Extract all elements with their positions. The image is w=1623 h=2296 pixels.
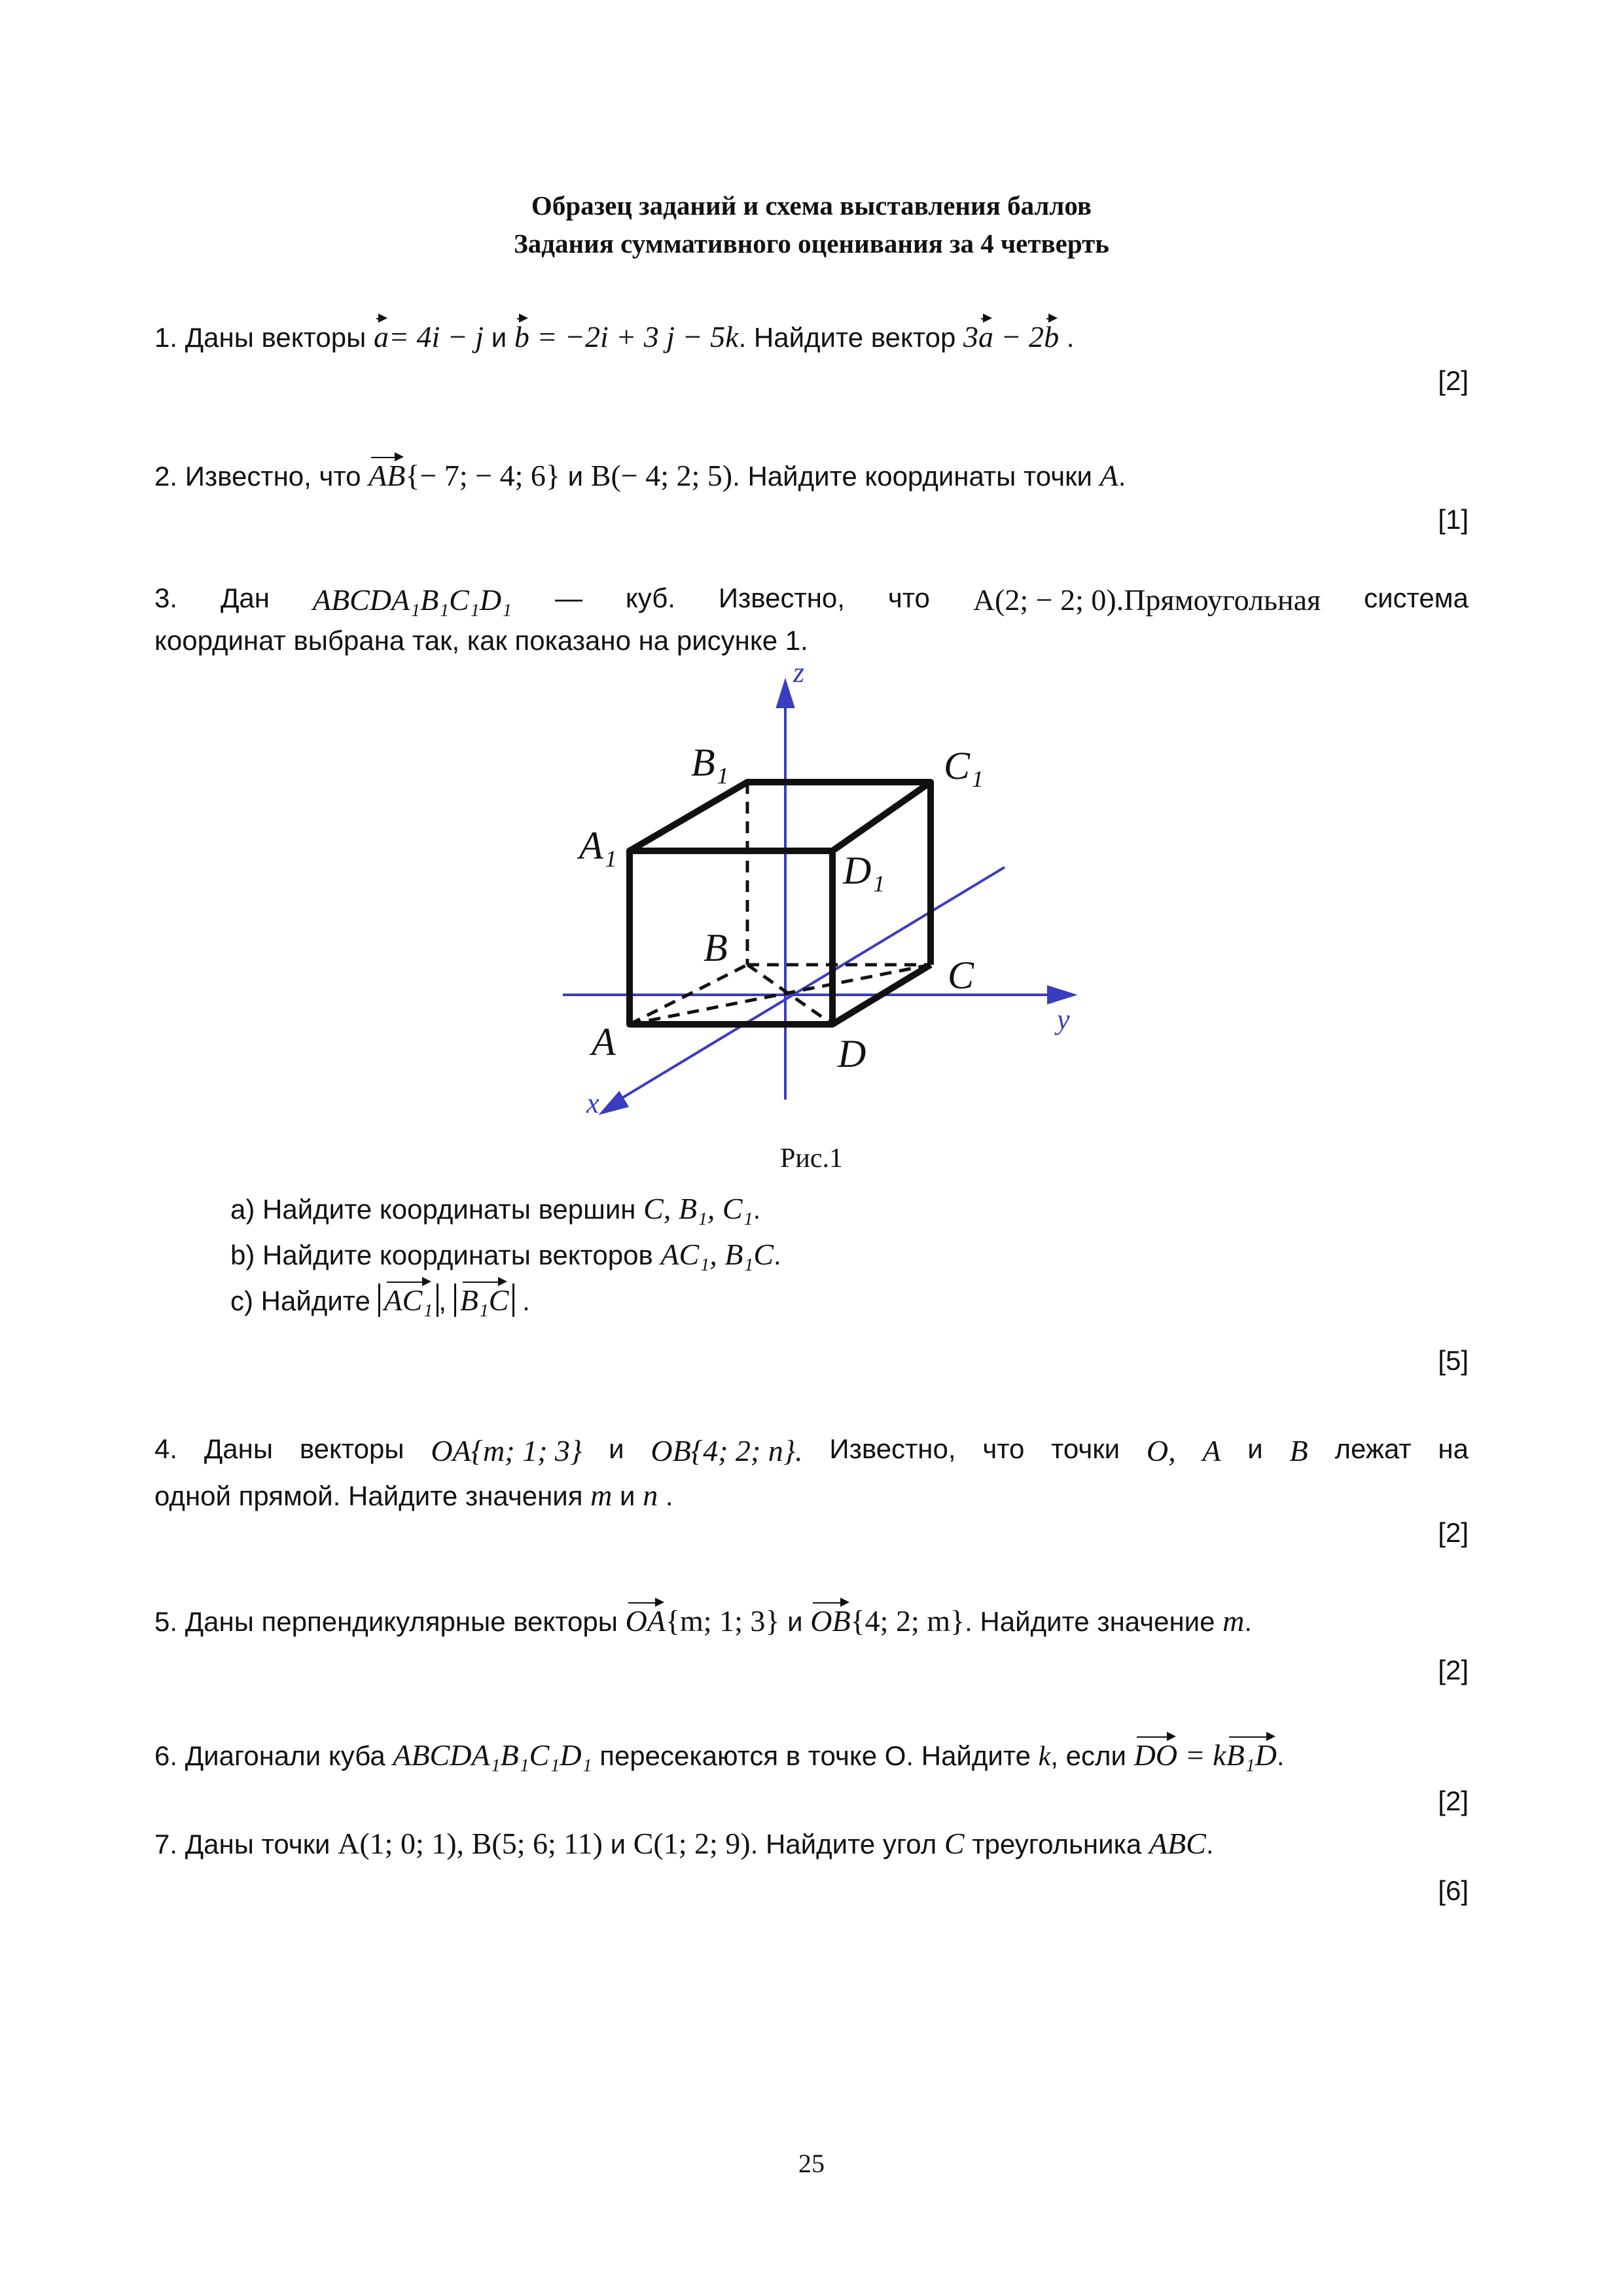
task-4-points: [2]	[1438, 1517, 1469, 1548]
point-b: B(5; 6; 11)	[471, 1827, 603, 1860]
figure-caption: Рис.1	[780, 1143, 843, 1174]
vector-ac1: AC₁	[383, 1283, 433, 1317]
task-6: 6. Диагонали куба ABCDA₁B₁C₁D₁ пересекаются в точке О. Найдите k, если DO = kB₁D.	[154, 1738, 1285, 1772]
task-4-line-1: 4. Даны векторы OA{m; 1; 3} и OB{4; 2; n}. Известно, что точки O, A и B лежат на	[154, 1433, 1469, 1467]
cube-top-face	[630, 782, 931, 851]
task-3-line-1: 3. Дан ABCDA₁B₁C₁D₁ — куб. Известно, что A(2; − 2; 0).Прямоугольная система	[154, 583, 1469, 617]
task-3b: b) Найдите координаты векторов AC₁, B₁C.	[230, 1238, 781, 1271]
vector-do: DO	[1133, 1738, 1178, 1772]
cube-figure	[537, 655, 1126, 1126]
label-c1: C₁	[944, 744, 984, 787]
label-b1: B₁	[691, 741, 729, 784]
task-4-line-2: одной прямой. Найдите значения m и n .	[154, 1479, 673, 1512]
y-axis-arrow	[1048, 987, 1073, 1003]
vector-b1c: B₁C	[459, 1283, 509, 1317]
point-b: B(− 4; 2; 5)	[590, 459, 733, 492]
task-7-points: [6]	[1438, 1875, 1469, 1906]
vector-b1d: B₁D	[1226, 1738, 1277, 1772]
label-a1: A₁	[579, 824, 617, 867]
task-3c: с) Найдите AC₁ , B₁C .	[230, 1283, 530, 1317]
label-d1: D₁	[843, 849, 885, 892]
task-1: 1. Даны векторы a= 4i − j и b = −2i + 3 j − 5k. Найдите вектор 3a − 2b .	[154, 320, 1075, 353]
label-a: A	[592, 1020, 616, 1064]
task-5: 5. Даны перпендикулярные векторы OA{m; 1; 3} и OB{4; 2; m}. Найдите значение m.	[154, 1604, 1253, 1638]
task-3-line-2: координат выбрана так, как показано на рисунке 1.	[154, 625, 808, 656]
title-line-1: Образец заданий и схема выставления баллов	[531, 190, 1092, 221]
x-axis	[609, 867, 1005, 1106]
point-c: C(1; 2; 9)	[633, 1827, 751, 1860]
vector-oa: OA	[625, 1604, 666, 1638]
vector-a: a	[373, 320, 389, 353]
task-3-points: [5]	[1438, 1345, 1469, 1376]
cube-front-face	[630, 851, 832, 1024]
label-z: z	[793, 656, 805, 689]
task-2-points: [1]	[1438, 504, 1469, 535]
label-b: B	[704, 926, 728, 969]
task-5-points: [2]	[1438, 1655, 1469, 1685]
task-2: 2. Известно, что AB{− 7; − 4; 6} и B(− 4; 2; 5). Найдите координаты точки A.	[154, 459, 1126, 492]
point-a: A(1; 0; 1),	[338, 1827, 465, 1860]
task-1-points: [2]	[1438, 365, 1469, 396]
vector-ab: AB	[368, 459, 406, 492]
label-x: x	[586, 1087, 599, 1119]
vector-ob: OB	[810, 1604, 851, 1638]
label-y: y	[1057, 1003, 1070, 1035]
task-3a: а) Найдите координаты вершин C, B₁, C₁.	[230, 1192, 761, 1225]
label-d: D	[838, 1032, 866, 1075]
page-number: 25	[798, 2149, 825, 2178]
task-6-points: [2]	[1438, 1785, 1469, 1816]
z-axis-arrow	[777, 682, 793, 707]
task-7: 7. Даны точки A(1; 0; 1), B(5; 6; 11) и C(1; 2; 9). Найдите угол C треугольника ABC.	[154, 1827, 1214, 1860]
vector-b: b	[514, 320, 529, 353]
title-line-2: Задания суммативного оценивания за 4 четверть	[514, 228, 1109, 259]
label-c: C	[948, 954, 974, 997]
